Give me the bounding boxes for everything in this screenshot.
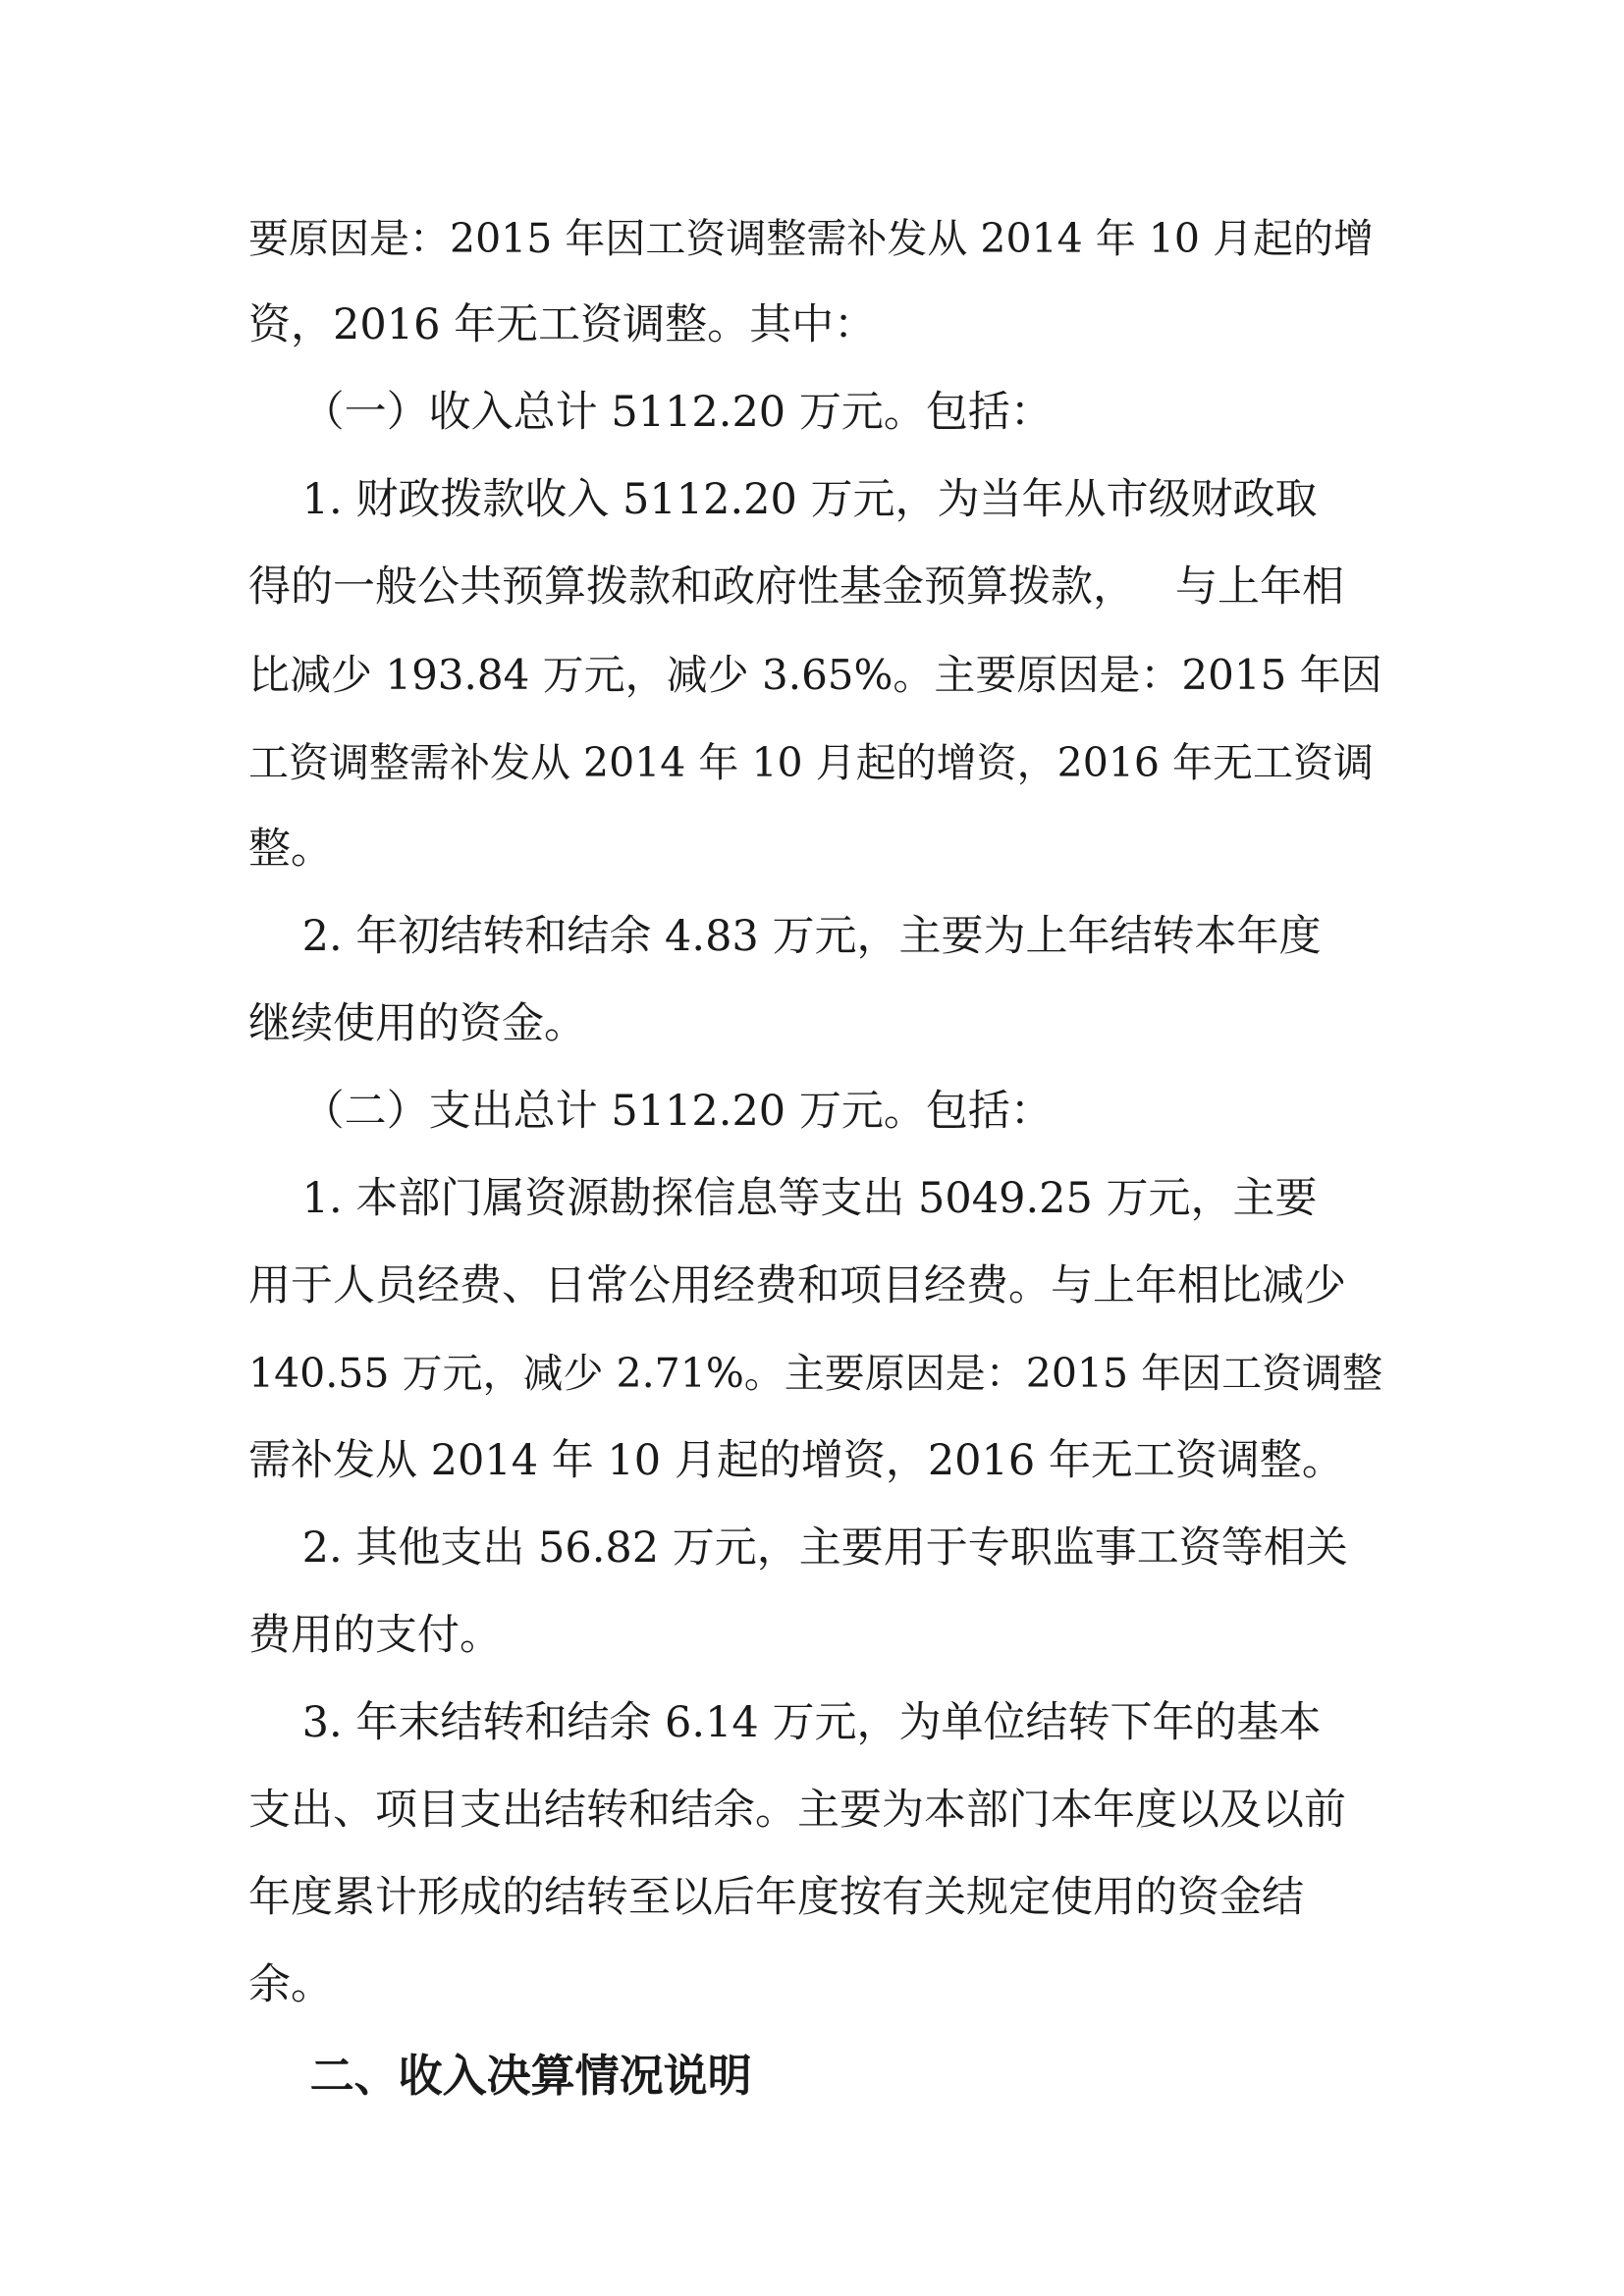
text-line: （二）支出总计 5112.20 万元。包括： xyxy=(248,1087,1053,1136)
text-line: 2. 年初结转和结余 4.83 万元，主要为上年结转本年度 xyxy=(248,912,1322,961)
text-line: 用于人员经费、日常公用经费和项目经费。与上年相比减少 xyxy=(248,1261,1346,1310)
text-line: 整。 xyxy=(248,825,333,874)
text-line: 继续使用的资金。 xyxy=(248,999,586,1048)
text-line: 支出、项目支出结转和结余。主要为本部门本年度以及以前 xyxy=(248,1786,1346,1835)
text-line: 费用的支付。 xyxy=(248,1611,502,1660)
text-line: 余。 xyxy=(248,1960,333,2009)
text-line: 工资调整需补发从 2014 年 10 月起的增资，2016 年无工资调 xyxy=(248,739,1375,786)
text-line: 2. 其他支出 56.82 万元，主要用于专职监事工资等相关 xyxy=(248,1523,1348,1573)
text-line: 3. 年末结转和结余 6.14 万元，为单位结转下年的基本 xyxy=(248,1698,1322,1747)
text-line: 140.55 万元，减少 2.71%。主要原因是：2015 年因工资调整 xyxy=(248,1350,1383,1397)
text-line: 资，2016 年无工资调整。其中： xyxy=(248,300,877,349)
text-line: 年度累计形成的结转至以后年度按有关规定使用的资金结 xyxy=(248,1873,1304,1922)
text-line: 比减少 193.84 万元，减少 3.65%。主要原因是：2015 年因 xyxy=(248,651,1382,699)
text-line: 1. 财政拨款收入 5112.20 万元，为当年从市级财政取 xyxy=(248,475,1318,524)
section-heading: 二、收入决算情况说明 xyxy=(248,2050,752,2102)
text-line: 要原因是：2015 年因工资调整需补发从 2014 年 10 月起的增 xyxy=(248,215,1375,262)
text-line: 需补发从 2014 年 10 月起的增资，2016 年无工资调整。 xyxy=(248,1436,1344,1485)
text-line: 1. 本部门属资源勘探信息等支出 5049.25 万元，主要 xyxy=(248,1174,1318,1223)
text-line: （一）收入总计 5112.20 万元。包括： xyxy=(248,388,1053,437)
text-line: 得的一般公共预算拨款和政府性基金预算拨款， 与上年相 xyxy=(248,562,1345,612)
